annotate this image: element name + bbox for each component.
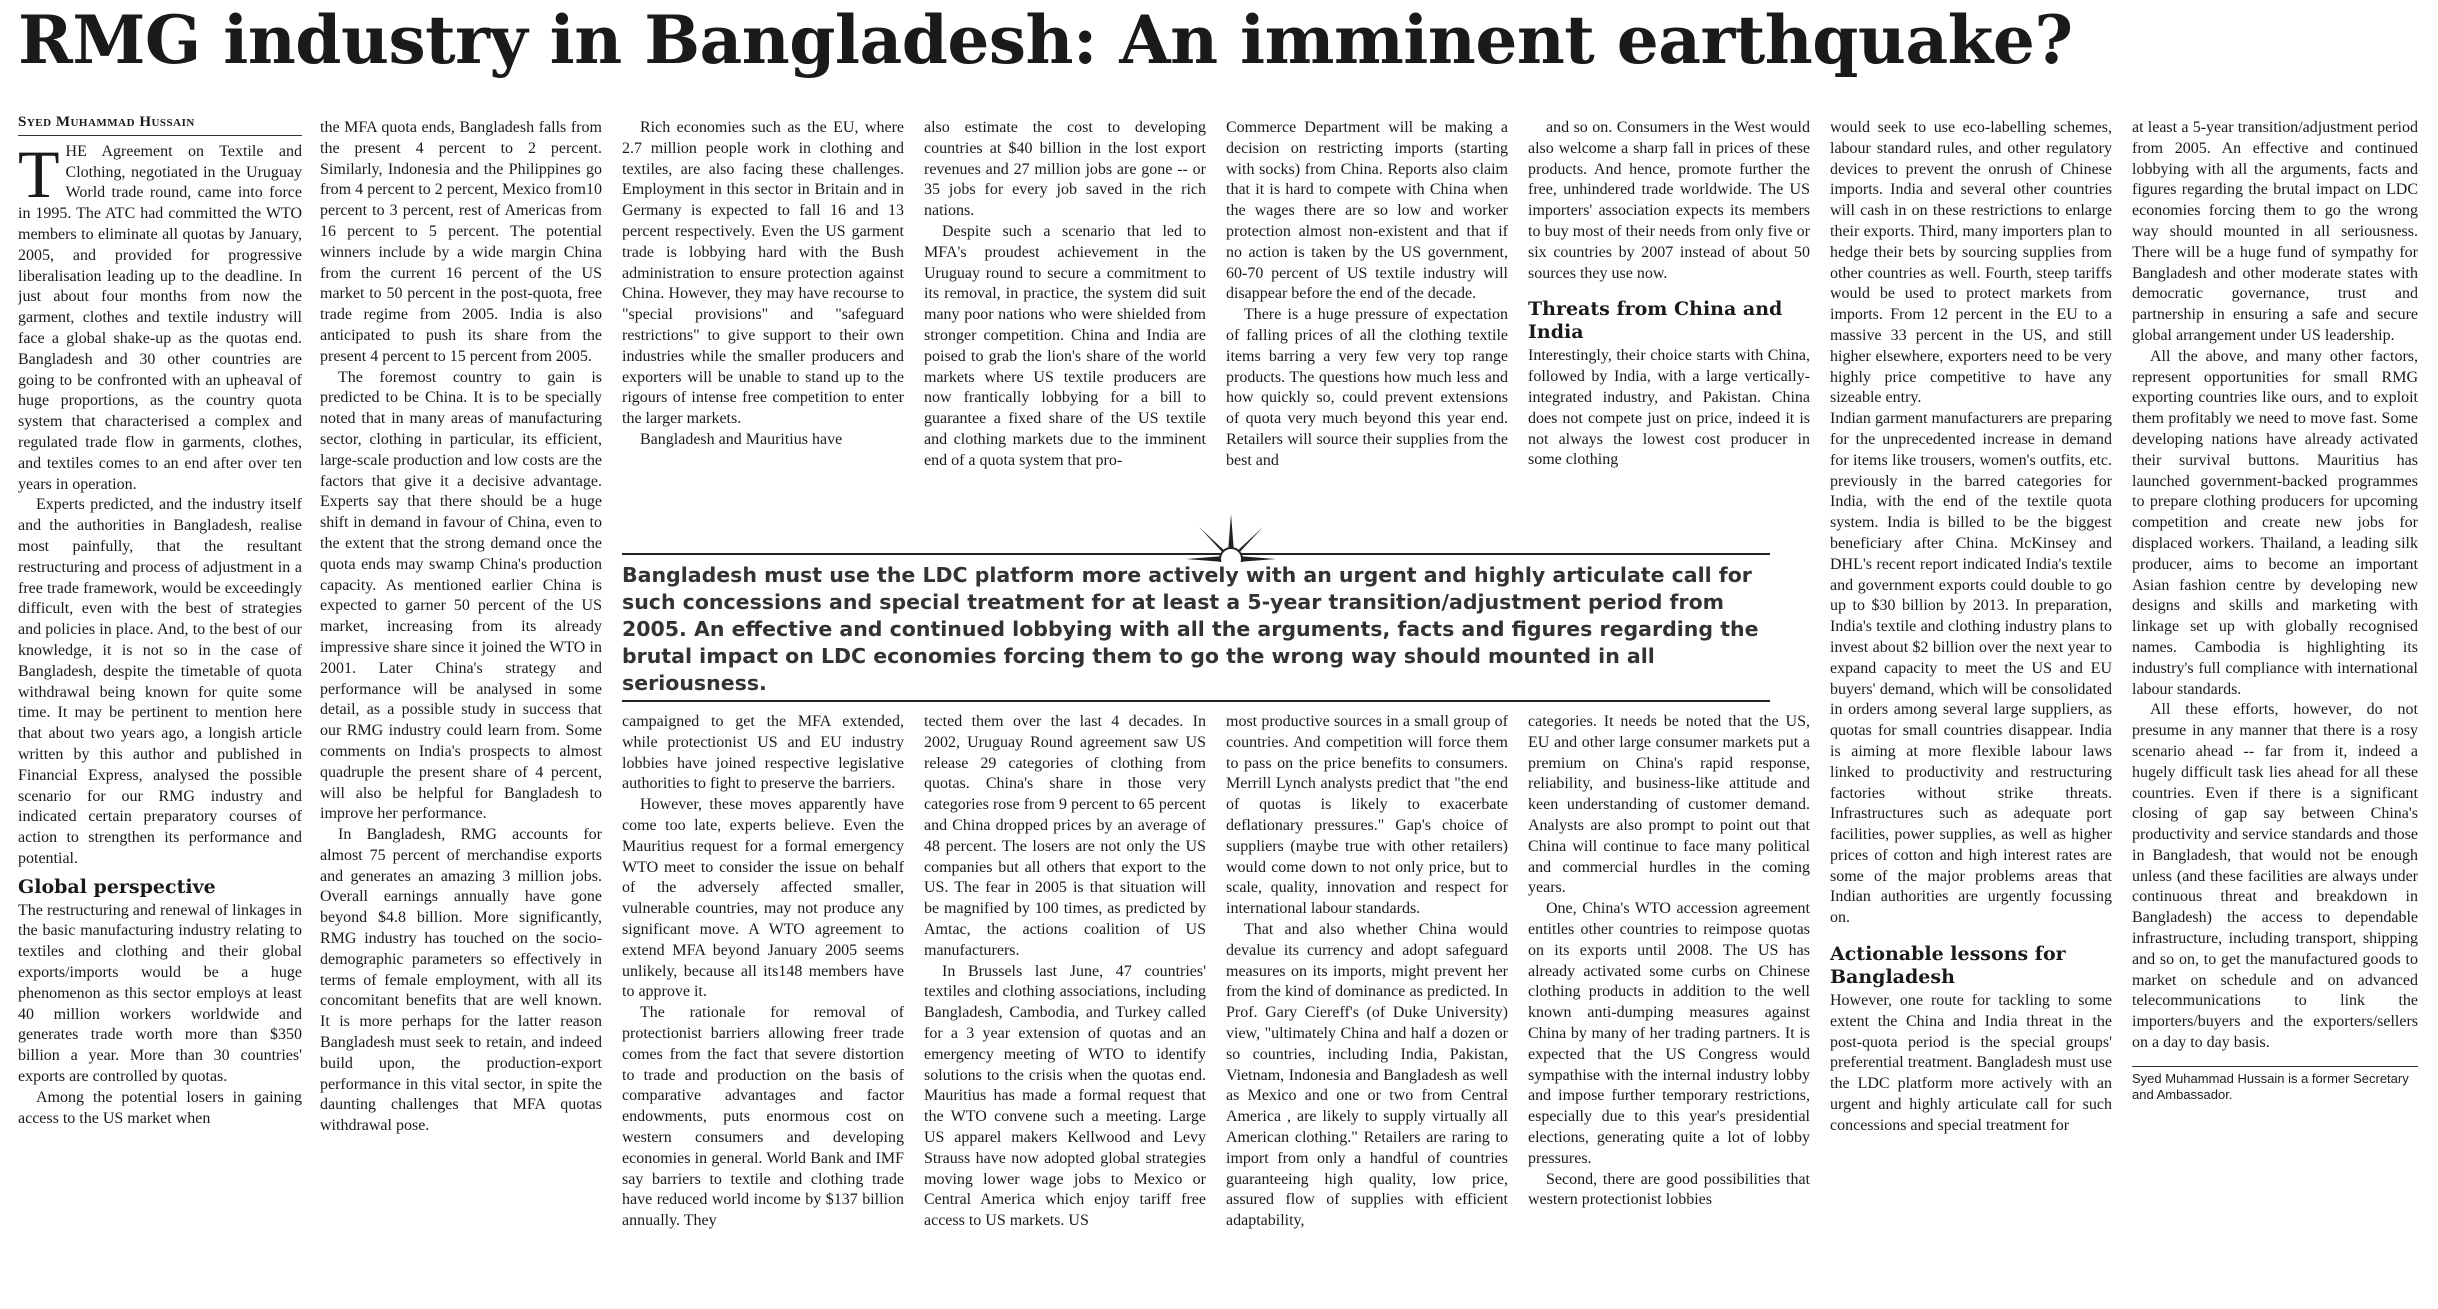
paragraph: Experts predicted, and the industry itself and the authorities in Bangladesh, realise most painfully, that the resultant restructuring and process of adjustment in a free trade framework, would be exceedingly difficult, even with the best of strategies and policies in place. And, to the best of our knowledge, it is not so in the case of Bangladesh, despite the timetable of quota withdrawal being known for quite some time. It may be pertinent to mention here that about two years ago, a longish article written by this author and published in Financial Express, analysed the possible scenario for our RMG industry and indicated certain preparatory courses of action to strengthen its performance and potential.: [18, 496, 302, 867]
drop-cap: T: [18, 135, 60, 212]
subhead-threats: Threats from China and India: [1528, 298, 1783, 344]
paragraph: The rationale for removal of protectionist barriers allowing freer trade comes from the fact that severe distortion to trade and production on the basis of comparative advantages and factor endowments, puts enormous cost on western consumers and developing economies in general. World Bank and IMF say barriers to textile and clothing trade have reduced world income by $137 billion annually. They: [622, 1004, 904, 1230]
paragraph: Second, there are good possibilities that western protectionist lobbies: [1528, 1170, 1810, 1209]
column-6-top: [1528, 118, 1810, 550]
paragraph: would seek to use eco-labelling schemes, labour standard rules, and other regulatory devices to prevent the onrush of Chinese imports. India and several other countries will cash in on these restrictions to enlarge their exports. Third, many importers plan to hedge their bets by sourcing supplies from other countries as well. Fourth, steep tariffs would be used to protect markets from imports. From 12 percent in the EU to a massive 33 percent in the US, and still higher elsewhere, exporters need to be very highly price competitive to have any sizeable entry.: [1830, 119, 2112, 407]
paragraph: campaigned to get the MFA extended, while protectionist US and EU industry lobbies have joined respective legislative authorities to fight to preserve the barriers.: [622, 713, 904, 793]
subhead-actionable-lessons: Actionable lessons for Bangladesh: [1830, 943, 2066, 989]
paragraph: Among the potential losers in gaining access to the US market when: [18, 1088, 302, 1127]
column-3-bottom: [622, 712, 904, 1302]
paragraph: That and also whether China would devalue its currency and adopt safeguard measures on its imports, might prevent her from the kind of dominance as predicted. In Prof. Gary Ciereff's (of Duke University) view, "ultimately China and half a dozen or so countries, including India, Pakistan, Vietnam, Indonesia and Bangladesh as well as Mexico and one or two from Central America , are likely to supply virtually all American clothing." Retailers are raring to import from only a handful of countries guaranteeing high quality, low price, assured flow of supplies with efficient adaptability,: [1226, 920, 1508, 1230]
paragraph: Commerce Department will be making a decision on restricting imports (starting with socks) from China. Reports also claim that it is hard to compete with China when the wages there are so low and worker protection almost non-existent and that if no action is taken by the US government, 60-70 percent of US textile industry will disappear before the end of the decade.: [1226, 119, 1508, 303]
paragraph: In Brussels last June, 47 countries' textiles and clothing associations, including Bangladesh, Cambodia, and Turkey called for a 3 year extension of quotas and an emergency meeting of WTO to identify solutions to the crisis when the quotas end. Mauritius has made a formal request that the WTO convene such a meeting. Large US apparel makers Kellwood and Levy Strauss have now adopted global strategies moving lower wage jobs to Mexico or Central America which enjoy tariff free access to US markets. US: [924, 962, 1206, 1230]
column-4-top: [924, 118, 1206, 550]
paragraph: categories. It needs be noted that the US, EU and other large consumer markets put a premium on China's rapid response, reliability, and business-like attitude and keen understanding of customer demand. Analysts are also prompt to point out that China will continue to face many political and commercial hurdles in the coming years.: [1528, 713, 1810, 897]
pullquote-rule-bottom: [622, 700, 1770, 702]
paragraph: Bangladesh and Mauritius have: [640, 430, 843, 448]
subhead-global-perspective: Global perspective: [18, 875, 216, 898]
paragraph: All the above, and many other factors, represent opportunities for small RMG exporting countries like ours, and to exploit them profitably we need to move fast. Some developing nations have already activated their survival buttons. Mauritius has launched government-backed programmes to prepare clothing producers for upcoming competition and create new jobs for displaced workers. Thailand, a leading silk producer, aims to become an important Asian fashion centre by developing new designs and skills and marketing with linkage set up with globally recognised names. Cambodia is highlighting its industry's full compliance with international labour standards.: [2132, 347, 2418, 698]
paragraph: There is a huge pressure of expectation of falling prices of all the clothing textile items barring a very few very top range products. The questions how much less and how quickly so, could prevent extensions of quota very much beyond this year end. Retailers will source their supplies from the best and: [1226, 306, 1508, 469]
paragraph: The foremost country to gain is predicted to be China. It is to be specially noted that in many areas of manufacturing sector, clothing in particular, its efficient, large-scale production and low costs are the factors that give it a decisive advantage. Experts say that there should be a huge shift in demand in favour of China, even to the extent that the strong demand once the quota ends may swamp China's production capacity. As mentioned earlier China is expected to garner 50 percent of the US market, increasing from its already impressive share since it joined the WTO in 2001. Later China's strategy and performance will be analysed in some detail, as a possible study in success that our RMG industry could learn from. Some comments on India's prospects to almost quadruple the present share of 4 percent, will also be helpful for Bangladesh to improve her performance.: [320, 368, 602, 823]
column-7: [1830, 118, 2112, 1302]
paragraph: at least a 5-year transition/adjustment period from 2005. An effective and continued lobbying with all the arguments, facts and figures regarding the brutal impact on LDC economies forcing them to go the wrong way should mounted in all seriousness. There will be a huge fund of sympathy for Bangladesh and other moderate states with democratic governance, trust and partnership in ensuring a safe and secure global arrangement under US leadership.: [2132, 119, 2418, 344]
column-5-top: [1226, 118, 1508, 550]
paragraph: Indian garment manufacturers are preparing for the unprecedented increase in demand for items like trousers, women's outfits, etc. previously in the barred categories for India, with the end of the textile quota system. India is billed to be the biggest beneficiary after China. McKinsey and DHL's recent report indicated India's textile and government exports could double to go up to $30 billion by 2013. In preparation, India's textile and clothing industry plans to invest about $2 billion over the next year to expand capacity to meet the US and EU buyers' demand, which will be consolidated in orders among several large suppliers, as quotas for small countries disappear. India is aiming at more flexible labour laws linked to productivity and restructuring factories without strike threats. Infrastructures such as adequate port facilities, power supplies, as well as higher prices of cotton and high interest rates are some of the major problems areas that Indian authorities are urgently focussing on.: [1830, 410, 2112, 927]
paragraph: The restructuring and renewal of linkages in the basic manufacturing industry relating to textiles and clothing and their global exports/imports would be a huge phenomenon as this sector employs at least 40 million workers worldwide and generates trade worth more than $350 billion a year. More than 30 countries' exports are controlled by quotas.: [18, 901, 302, 1086]
column-4-bottom: [924, 712, 1206, 1302]
paragraph: However, one route for tackling to some extent the China and India threat in the post-quota period is the special groups' preferential treatment. Bangladesh must use the LDC platform more actively with an urgent and highly articulate call for such concessions and special treatment for: [1830, 992, 2112, 1134]
headline: RMG industry in Bangladesh: An imminent earthquake?: [18, 1, 2073, 79]
column-1: [18, 112, 302, 1302]
paragraph: tected them over the last 4 decades. In 2002, Uruguay Round agreement saw US release 29 categories of clothing from quotas. China's share in those very categories rose from 9 percent to 65 percent and China dropped prices by an average of 48 percent. The losers are not only the US companies but all others that export to the US. The fear in 2005 is that situation will be magnified by 100 times, as predicted by Amtac, the actions coalition of US manufacturers.: [924, 713, 1206, 959]
paragraph: Interestingly, their choice starts with China, followed by India, with a large vertically-integrated industry, and Pakistan. China does not compete just on price, indeed it is not always the lowest cost producer in some clothing: [1528, 347, 1810, 469]
paragraph: In Bangladesh, RMG accounts for almost 75 percent of merchandise exports and generates an amazing 3 million jobs. Overall earnings annually have gone beyond $4.8 billion. More significantly, RMG industry has touched on the socio-demographic parameters so effectively in terms of female employment, with all its concomitant benefits that are well known. It is more perhaps for the latter reason Bangladesh must seek to retain, and indeed build upon, the production-export performance in this vital sector, in spite the daunting challenges that MFA quotas withdrawal pose.: [320, 826, 602, 1135]
column-5-bottom: [1226, 712, 1508, 1302]
author-footnote: Syed Muhammad Hussain is a former Secretary and Ambassador.: [2132, 1066, 2418, 1103]
paragraph: and so on. Consumers in the West would also welcome a sharp fall in prices of these products. And hence, promote further the free, unhindered trade worldwide. The US importers' association expects its members to buy most of their needs from only five or six countries by 2007 instead of about 50 sources they use now.: [1528, 119, 1810, 282]
paragraph: Rich economies such as the EU, where 2.7 million people work in clothing and textiles, are also facing these challenges. Employment in this sector in Britain and in Germany is expected to fall 16 and 13 percent respectively. Even the US garment trade is lobbying hard with the Bush administration to ensure protection against China. However, they may have recourse to "special provisions" and "safeguard restrictions" to give support to their own industries while the smaller producers and exporters will be unable to stand up to the rigours of intense free competition to enter the larger markets.: [622, 119, 904, 428]
column-6-bottom: [1528, 712, 1810, 1302]
column-3-top: [622, 118, 904, 550]
column-8: [2132, 118, 2418, 1302]
paragraph: also estimate the cost to developing countries at $40 billion in the lost export revenues and 27 million jobs are gone -- or 35 jobs for every job saved in the rich nations.: [924, 119, 1206, 220]
paragraph: One, China's WTO accession agreement entitles other countries to reimpose quotas on its exports until 2008. The US has already activated some curbs on Chinese clothing products in addition to the well known anti-dumping measures against China by many of her trading partners. It is expected that the US Congress would sympathise with the internal industry lobby and impose further temporary restrictions, especially due to this year's presidential elections, generating quite a lot of lobby pressures.: [1528, 900, 1810, 1167]
paragraph: most productive sources in a small group of countries. And competition will force them to pass on the price benefits to consumers. Merrill Lynch analysts predict that "the end of quotas is likely to exacerbate deflationary pressures." Gap's choice of suppliers (maybe true with other retailers) would come down to not only price, but to scale, quality, innovation and respect for international labour standards.: [1226, 713, 1508, 918]
paragraph: However, these moves apparently have come too late, experts believe. Even the Mauritius request for a formal emergency WTO meet to consider the issue on behalf of the adversely affected smaller, vulnerable countries, may not produce any significant move. A WTO agreement to extend MFA beyond January 2005 seems unlikely, because all its148 members have to approve it.: [622, 796, 904, 1001]
byline: Syed Muhammad Hussain: [18, 112, 302, 136]
column-2: [320, 118, 602, 1302]
pull-quote: Bangladesh must use the LDC platform more actively with an urgent and highly articulate call for such concessions and special treatment for at least a 5-year transition/adjustment period from 2005. An effective and continued lobbying with all the arguments, facts and figures regarding the brutal impact on LDC economies forcing them to go the wrong way should mounted in all seriousness.: [622, 562, 1770, 694]
lead-paragraph: THE Agreement on Textile and Clothing, negotiated in the Uruguay World trade round, came into force in 1995. The ATC had committed the WTO members to eliminate all quotas by January, 2005, and provided for progressive liberalisation leading up to the deadline. In just about four months from now the garment, clothes and textile industry will face a global shake-up as the quotas end. Bangladesh and 30 other countries are going to be confronted with an upheaval of huge proportions, as the country quota system that characterised a complex and regulated trade flow in garments, clothes, and textiles comes to an end after over ten years in operation.: [18, 135, 302, 493]
paragraph: All these efforts, however, do not presume in any manner that there is a rosy scenario ahead -- far from it, indeed a hugely difficult task lies ahead for all these countries. Even if there is a significant closing of gap say between China's productivity and service standards and those in Bangladesh, that would not be enough unless (and these facilities are always under continuous threat and breakdown in Bangladesh) the access to dependable infrastructure, including transport, shipping and so on, to get the manufactured goods to market on schedule and on advanced telecommunications to link the importers/buyers and the exporters/sellers on a day to day basis.: [2132, 701, 2418, 1052]
paragraph: Despite such a scenario that led to MFA's proudest achievement in the Uruguay round to secure a commitment to its removal, in practice, the system did suit many poor nations who were shielded from stronger competition. China and India are poised to grab the lion's share of the world markets where US textile producers are now frantically lobbying for a bill to guarantee a fixed share of the US textile and clothing markets due to the imminent end of a quota system that pro-: [924, 222, 1206, 469]
paragraph: the MFA quota ends, Bangladesh falls from the present 4 percent to 2 percent. Similarly, Indonesia and the Philippines go from 4 percent to 2 percent, Mexico from10 percent to 3 percent, rest of Americas from 16 percent to 5 percent. The potential winners include by a wide margin China from the current 16 percent of the US market to 50 percent in the post-quota, free trade regime from 2005. India is also anticipated to push its share from the present 4 percent to 15 percent from 2005.: [320, 119, 602, 365]
